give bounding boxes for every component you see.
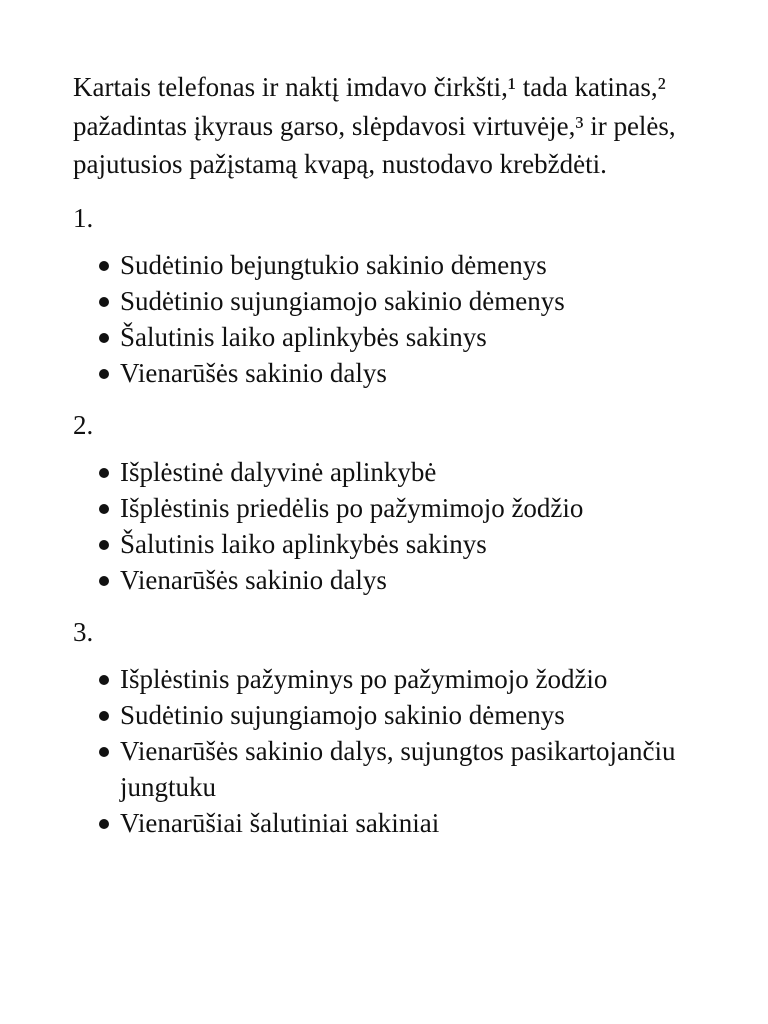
option-item	[73, 247, 720, 283]
option-item	[73, 562, 720, 598]
bullet-icon	[99, 369, 109, 379]
bullet-icon	[99, 675, 109, 685]
option-item	[73, 697, 720, 733]
options-list	[73, 661, 708, 841]
option-item	[73, 355, 720, 391]
section-number: 1.	[73, 202, 94, 233]
bullet-icon	[99, 711, 109, 721]
option-item	[73, 526, 720, 562]
bullet-icon	[99, 333, 109, 343]
section-number: 3.	[73, 616, 94, 647]
option-item	[73, 319, 720, 355]
section-number: 2.	[73, 409, 94, 440]
bullet-icon	[99, 297, 109, 307]
bullet-icon	[99, 747, 109, 757]
option-item	[73, 454, 720, 490]
option-item	[73, 490, 720, 526]
bullet-icon	[99, 261, 109, 271]
option-text: Vienarūšės sakinio dalys	[120, 564, 387, 595]
options-list	[73, 247, 708, 391]
option-text: Sudėtinio bejungtukio sakinio dėmenys	[120, 249, 547, 280]
bullet-icon	[99, 504, 109, 514]
option-text: Sudėtinio sujungiamojo sakinio dėmenys	[120, 699, 565, 730]
bullet-icon	[99, 540, 109, 550]
option-item	[73, 805, 720, 841]
option-text: Vienarūšiai šalutiniai sakiniai	[120, 807, 440, 838]
option-text: Šalutinis laiko aplinkybės sakinys	[120, 321, 487, 352]
option-text: Šalutinis laiko aplinkybės sakinys	[120, 528, 487, 559]
section-2	[73, 406, 708, 598]
bullet-icon	[99, 468, 109, 478]
section-1	[73, 199, 708, 391]
option-item	[73, 733, 720, 805]
bullet-icon	[99, 576, 109, 586]
option-item	[73, 661, 720, 697]
intro-paragraph: Kartais telefonas ir naktį imdavo čirkšti,¹ tada katinas,² pažadintas įkyraus garso, slėpdavosi virtuvėje,³ ir pelės, pajutusios pažįstamą kvapą, nustodavo krebždėti.	[73, 72, 676, 179]
option-text: Išplėstinė dalyvinė aplinkybė	[120, 456, 437, 487]
option-text: Išplėstinis priedėlis po pažymimojo žodžio	[120, 492, 584, 523]
bullet-icon	[99, 819, 109, 829]
section-3	[73, 613, 708, 841]
option-text: Sudėtinio sujungiamojo sakinio dėmenys	[120, 285, 565, 316]
option-text: Vienarūšės sakinio dalys	[120, 357, 387, 388]
option-text: Išplėstinis pažyminys po pažymimojo žodžio	[120, 663, 608, 694]
option-text: Vienarūšės sakinio dalys, sujungtos pasikartojančiu jungtuku	[120, 735, 676, 802]
options-list	[73, 454, 708, 598]
option-item	[73, 283, 720, 319]
